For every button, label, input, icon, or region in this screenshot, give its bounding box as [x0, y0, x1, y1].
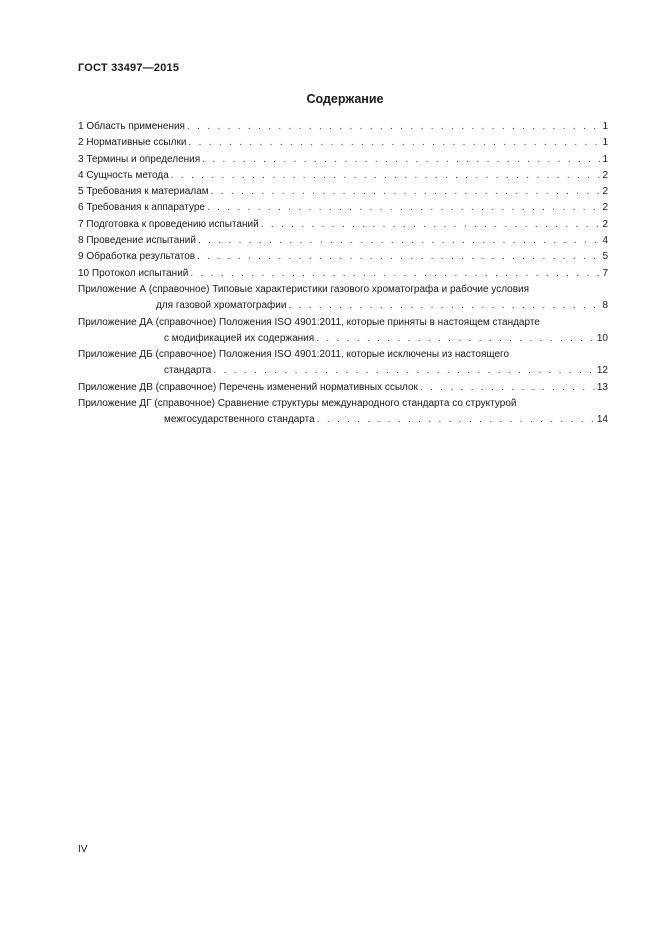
annex-title-line: Приложение А (справочное) Типовые характеристики газового хроматографа и рабочие условия [78, 283, 530, 295]
toc-entry-4[interactable] [78, 168, 608, 184]
leader-dots [213, 363, 595, 379]
toc-entry-7[interactable] [78, 217, 608, 233]
toc-entry-6[interactable] [78, 200, 608, 216]
toc-entry-page: 2 [602, 202, 608, 214]
leader-dots [317, 412, 595, 428]
standard-header: ГОСТ 33497—2015 [78, 62, 180, 74]
toc-entry-page: 2 [602, 218, 608, 230]
toc-entry-page: 1 [602, 153, 608, 165]
toc-entry-label: 4 Сущность метода [78, 169, 169, 181]
leader-dots [288, 298, 600, 314]
toc-annex-dg[interactable] [78, 396, 608, 429]
toc-entry-page: 5 [602, 251, 608, 263]
toc-annex-da[interactable] [78, 315, 608, 348]
annex-title-continuation: стандарта [164, 365, 212, 377]
leader-dots [171, 168, 601, 184]
leader-dots [420, 380, 595, 396]
toc-entry-9[interactable] [78, 249, 608, 265]
annex-title-line: Приложение ДА (справочное) Положения ISO 4901:2011, которые приняты в настоящем стандарте [78, 316, 540, 328]
leader-dots [261, 217, 601, 233]
toc-annex-dv[interactable] [78, 380, 608, 396]
leader-dots [202, 152, 600, 168]
toc-entry-page: 13 [596, 381, 608, 393]
toc-entry-2[interactable] [78, 135, 608, 151]
toc-entry-page: 1 [602, 137, 608, 149]
page-number: IV [78, 844, 88, 855]
leader-dots [197, 249, 600, 265]
toc-entry-1[interactable] [78, 119, 608, 135]
annex-title-continuation: для газовой хроматографии [156, 300, 287, 312]
annex-title-line: Приложение ДБ (справочное) Положения ISO 4901:2011, которые исключены из настоящего [78, 349, 510, 361]
toc-entry-5[interactable] [78, 184, 608, 200]
toc-entry-page: 4 [602, 235, 608, 247]
toc-entry-label: 2 Нормативные ссылки [78, 137, 187, 149]
annex-title-line: Приложение ДВ (справочное) Перечень изменений нормативных ссылок [78, 381, 418, 393]
toc-entry-label: 6 Требования к аппаратуре [78, 202, 205, 214]
annex-title-continuation: с модификацией их содержания [164, 332, 315, 344]
toc-entry-label: 9 Обработка результатов [78, 251, 196, 263]
toc-annex-a[interactable] [78, 282, 608, 315]
toc-title: Содержание [306, 92, 384, 106]
toc-entry-label: 3 Термины и определения [78, 153, 201, 165]
toc-entry-label: 7 Подготовка к проведению испытаний [78, 218, 259, 230]
leader-dots [198, 233, 600, 249]
toc-entry-label: 10 Протокол испытаний [78, 267, 189, 279]
toc-entry-8[interactable] [78, 233, 608, 249]
leader-dots [211, 184, 601, 200]
toc-entry-label: 5 Требования к материалам [78, 186, 209, 198]
toc-entry-page: 7 [602, 267, 608, 279]
annex-title-line: Приложение ДГ (справочное) Сравнение структуры международного стандарта со структурой [78, 398, 517, 410]
leader-dots [188, 135, 600, 151]
toc-entry-page: 1 [602, 121, 608, 132]
toc-entry-label: 8 Проведение испытаний [78, 235, 196, 247]
toc-entry-page: 8 [602, 300, 608, 312]
table-of-contents [78, 119, 608, 429]
toc-entry-page: 10 [596, 332, 608, 344]
leader-dots [190, 266, 600, 282]
toc-entry-page: 2 [602, 186, 608, 198]
toc-entry-page: 2 [602, 169, 608, 181]
leader-dots [187, 119, 600, 135]
toc-entry-label: 1 Область применения [78, 121, 185, 132]
annex-title-continuation: межгосударственного стандарта [164, 414, 315, 426]
toc-entry-10[interactable] [78, 266, 608, 282]
toc-entry-page: 12 [596, 365, 608, 377]
toc-entry-3[interactable] [78, 152, 608, 168]
toc-annex-db[interactable] [78, 347, 608, 380]
toc-entry-page: 14 [596, 414, 608, 426]
leader-dots [316, 331, 595, 347]
leader-dots [207, 200, 600, 216]
